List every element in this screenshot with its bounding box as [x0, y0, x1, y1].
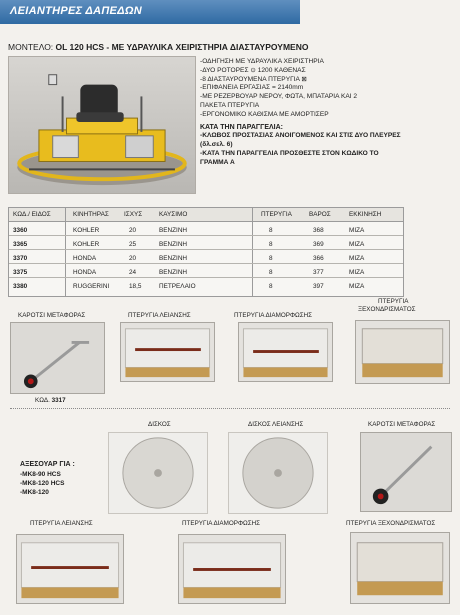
blade-shape-photo	[238, 322, 333, 382]
table-row	[9, 253, 403, 264]
cell-start: ΜΙΖΑ	[349, 227, 365, 234]
table-header	[9, 208, 403, 222]
cell-blades: 8	[269, 227, 273, 234]
cell-start: ΜΙΖΑ	[349, 283, 365, 290]
page-title: ΛΕΙΑΝΤΗΡΕΣ ΔΑΠΕΔΩΝ	[10, 5, 142, 17]
cell-code: 3365	[13, 241, 28, 248]
feature-item: -ΜΕ ΡΕΖΕΡΒΟΥΑΡ ΝΕΡΟΥ, ΦΩΤΑ, ΜΠΑΤΑΡΙΑ ΚΑΙ 2	[200, 93, 358, 101]
header-code: ΚΩΔ./ ΕΙΔΟΣ	[13, 211, 51, 218]
disk-image	[109, 433, 207, 513]
blade-smooth-image	[121, 323, 214, 381]
code-prefix: ΚΩΔ.	[35, 397, 50, 404]
blade-detach-image	[356, 321, 449, 383]
disk-smooth-image	[229, 433, 327, 513]
model-name: OL 120 HCS - ΜΕ ΥΔΡΑΥΛΙΚΑ ΧΕΙΡΙΣΤΗΡΙΑ ΔΙΑΣΤΑΥΡΟΥΜΕΝΟ	[55, 42, 309, 52]
disk-photo	[108, 432, 208, 514]
blade-smooth-photo	[120, 322, 215, 382]
spec-table	[8, 207, 404, 297]
cell-weight: 369	[313, 241, 324, 248]
acc-blade-shape-photo	[178, 534, 286, 604]
acc-blade-smooth-image	[17, 535, 123, 603]
header-power: ΙΣΧΥΣ	[124, 211, 143, 218]
acc-blade-detach-photo	[350, 532, 450, 604]
cart-photo	[10, 322, 105, 394]
order-line: -ΚΛΩΒΟΣ ΠΡΟΣΤΑΣΙΑΣ ΑΝΟΙΓΟΜΕΝΟΣ ΚΑΙ ΣΤΙΣ ΔΥΟ ΠΛΕΥΡΕΣ	[200, 132, 401, 140]
acc-cart-image	[361, 433, 451, 511]
acc-cart-photo	[360, 432, 452, 512]
cell-power: 18,5	[129, 283, 142, 290]
table-row	[9, 225, 403, 236]
cell-code: 3360	[13, 227, 28, 234]
acc-blade-shape-label: ΠΤΕΡΥΓΙΑ ΔΙΑΜΟΡΦΩΣΗΣ	[182, 520, 261, 527]
header-weight: ΒΑΡΟΣ	[309, 211, 331, 218]
blade-detach-label-2: ΞΕΧΟΝΔΡΙΣΜΑΤΟΣ	[358, 306, 416, 313]
order-line: (δλ.σελ. 6)	[200, 141, 233, 149]
disk-smooth-photo	[228, 432, 328, 514]
cell-weight: 397	[313, 283, 324, 290]
feature-item: -ΕΡΓΟΝΟΜΙΚΟ ΚΑΘΙΣΜΑ ΜΕ ΑΜΟΡΤΙΣΕΡ	[200, 110, 329, 118]
cell-code: 3380	[13, 283, 28, 290]
order-line: -ΚΑΤΑ ΤΗΝ ΠΑΡΑΓΓΕΛΙΑ ΠΡΟΣΘΕΣΤΕ ΣΤΟΝ ΚΩΔΙΚΟ ΤΟ	[200, 149, 379, 157]
model-prefix: ΜΟΝΤΕΛΟ:	[8, 42, 54, 52]
cell-fuel: ΒΕΝΖΙΝΗ	[159, 227, 188, 234]
machine-photo	[8, 56, 196, 194]
cart-code	[35, 397, 66, 404]
header-fuel: ΚΑΥΣΙΜΟ	[159, 211, 188, 218]
cell-power: 20	[129, 227, 137, 234]
code-value: 3317	[51, 397, 66, 404]
cell-fuel: ΒΕΝΖΙΝΗ	[159, 255, 188, 262]
disk-label: ΔΙΣΚΟΣ	[148, 421, 171, 428]
cell-blades: 8	[269, 255, 273, 262]
model-title	[8, 42, 308, 52]
feature-item: -ΟΔΗΓΗΣΗ ΜΕ ΥΔΡΑΥΛΙΚΑ ΧΕΙΡΙΣΤΗΡΙΑ	[200, 58, 324, 65]
feature-item: -8 ΔΙΑΣΤΑΥΡΟΥΜΕΝΑ ΠΤΕΡΥΓΙΑ ⊠	[200, 75, 307, 83]
cell-engine: KOHLER	[73, 227, 100, 234]
cell-engine: RUGGERINI	[73, 283, 110, 290]
order-line: ΓΡΑΜΜΑ Α	[200, 158, 235, 166]
feature-item: ΠΑΚΕΤΑ ΠΤΕΡΥΓΙΑ	[200, 101, 260, 109]
accessories-block	[20, 460, 75, 497]
cart-image	[11, 323, 104, 393]
acc-blade-smooth-label: ΠΤΕΡΥΓΙΑ ΛΕΙΑΝΣΗΣ	[30, 520, 93, 527]
cell-engine: HONDA	[73, 269, 97, 276]
header-start: ΕΚΚΙΝΗΣΗ	[349, 211, 382, 218]
cell-start: ΜΙΖΑ	[349, 241, 365, 248]
blade-shape-image	[239, 323, 332, 381]
blade-detach-photo	[355, 320, 450, 384]
cart-label: ΚΑΡΟΤΣΙ ΜΕΤΑΦΟΡΑΣ	[18, 312, 86, 319]
acc-blade-smooth-photo	[16, 534, 124, 604]
cell-weight: 368	[313, 227, 324, 234]
header-engine: ΚΙΝΗΤΗΡΑΣ	[73, 211, 109, 218]
accessory-item: -ΜΚ8-120	[20, 489, 49, 496]
header-blades: ΠΤΕΡΥΓΙΑ	[261, 211, 292, 218]
acc-blade-shape-image	[179, 535, 285, 603]
acc-cart-label: ΚΑΡΟΤΣΙ ΜΕΤΑΦΟΡΑΣ	[368, 421, 436, 428]
table-row	[9, 281, 403, 292]
cell-fuel: ΒΕΝΖΙΝΗ	[159, 269, 188, 276]
blade-detach-label-1: ΠΤΕΡΥΓΙΑ	[378, 298, 409, 305]
acc-blade-detach-image	[351, 533, 449, 603]
cell-power: 25	[129, 241, 137, 248]
cell-blades: 8	[269, 269, 273, 276]
cell-fuel: ΠΕΤΡΕΛΑΙΟ	[159, 283, 196, 290]
cell-weight: 366	[313, 255, 324, 262]
features-list	[200, 58, 455, 168]
accessory-item: -ΜΚ8-120 HCS	[20, 480, 65, 487]
cell-power: 20	[129, 255, 137, 262]
table-row	[9, 267, 403, 278]
cell-power: 24	[129, 269, 137, 276]
power-trowel-image	[9, 57, 195, 193]
feature-item: -ΔΥΟ ΡΟΤΟΡΕΣ ⊙ 1200 ΚΑΘΕΝΑΣ	[200, 66, 306, 74]
accessory-item: -ΜΚ8-90 HCS	[20, 471, 61, 478]
section-divider	[10, 408, 450, 409]
cell-weight: 377	[313, 269, 324, 276]
disk-smooth-label: ΔΙΣΚΟΣ ΛΕΙΑΝΣΗΣ	[248, 421, 304, 428]
accessories-title: ΑΞΕΣΟΥΑΡ ΓΙΑ :	[20, 461, 75, 468]
cell-engine: HONDA	[73, 255, 97, 262]
cell-start: ΜΙΖΑ	[349, 269, 365, 276]
cell-blades: 8	[269, 283, 273, 290]
cell-start: ΜΙΖΑ	[349, 255, 365, 262]
cell-code: 3370	[13, 255, 28, 262]
cell-engine: KOHLER	[73, 241, 100, 248]
cell-blades: 8	[269, 241, 273, 248]
blade-shape-label: ΠΤΕΡΥΓΙΑ ΔΙΑΜΟΡΦΩΣΗΣ	[234, 312, 313, 319]
cell-code: 3375	[13, 269, 28, 276]
order-title: ΚΑΤΑ ΤΗΝ ΠΑΡΑΓΓΕΛΙΑ:	[200, 123, 284, 131]
blade-smooth-label: ΠΤΕΡΥΓΙΑ ΛΕΙΑΝΣΗΣ	[128, 312, 191, 319]
order-notes	[200, 124, 455, 168]
cell-fuel: ΒΕΝΖΙΝΗ	[159, 241, 188, 248]
page-header	[0, 0, 300, 24]
table-row	[9, 239, 403, 250]
feature-item: -ΕΠΙΦΑΝΕΙΑ ΕΡΓΑΣΙΑΣ = 2140mm	[200, 84, 304, 92]
acc-blade-detach-label: ΠΤΕΡΥΓΙΑ ΞΕΧΟΝΔΡΙΣΜΑΤΟΣ	[346, 520, 436, 527]
